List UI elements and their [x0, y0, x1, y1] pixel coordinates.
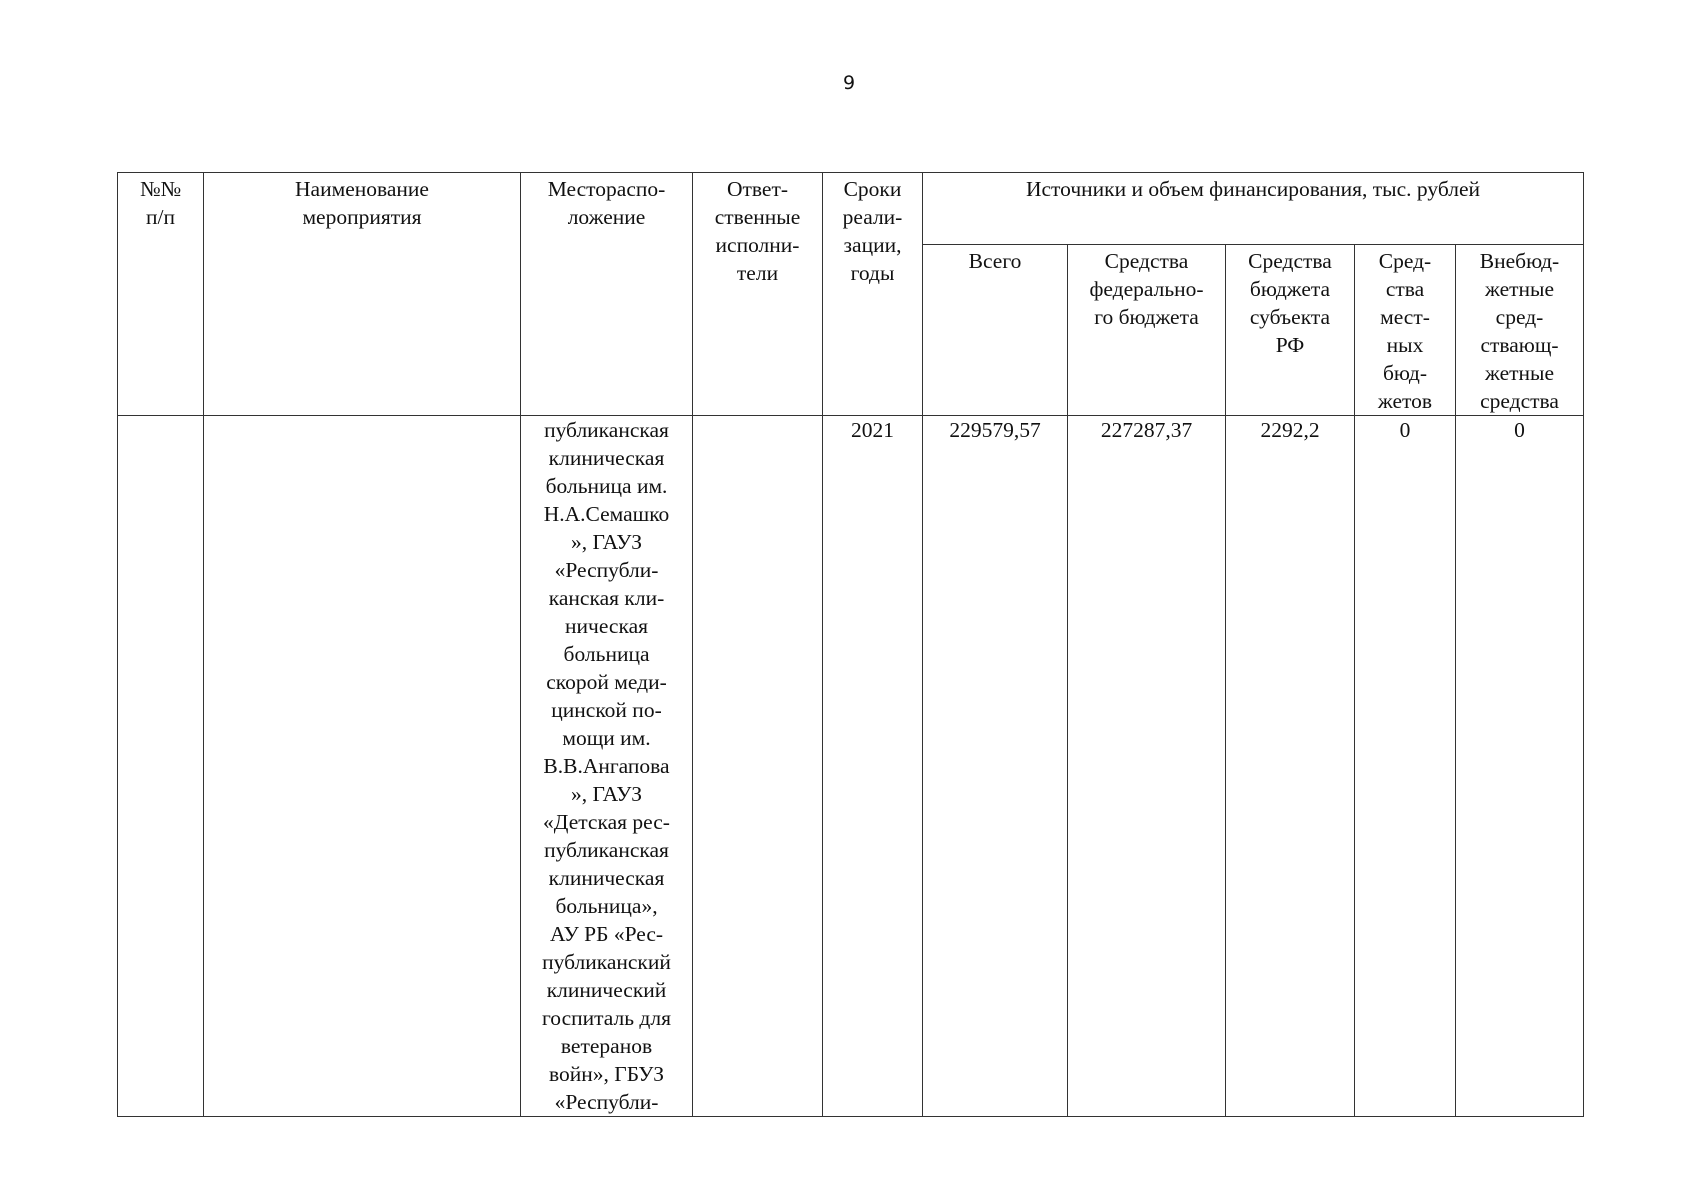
text-line: жетные	[1485, 277, 1555, 301]
header-local	[1355, 245, 1456, 416]
text-line: Средства	[1248, 249, 1332, 273]
text-line: Местораспо-	[547, 177, 666, 201]
cell-local: 0	[1355, 416, 1456, 1117]
text-line: публиканский	[542, 950, 671, 974]
text-line: средства	[1480, 389, 1559, 413]
text-line: жетов	[1377, 389, 1433, 413]
text-line: РФ	[1275, 333, 1305, 357]
text-line: реали-	[842, 205, 903, 229]
financing-table	[117, 172, 1584, 1117]
cell-location	[521, 416, 693, 1117]
text-line: субъекта	[1249, 305, 1331, 329]
cell-year: 2021	[823, 416, 923, 1117]
text-line: клиническая	[548, 866, 665, 890]
text-line: АУ РБ «Рес-	[549, 922, 664, 946]
header-federal	[1068, 245, 1226, 416]
text-line: », ГАУЗ	[571, 782, 642, 806]
cell-name	[204, 416, 521, 1117]
header-num	[118, 173, 204, 416]
text-line: ства	[1385, 277, 1425, 301]
text-line: ложение	[567, 205, 646, 229]
text-line: публиканская	[544, 418, 669, 442]
text-line: «Республи-	[554, 558, 659, 582]
page-number: 9	[842, 72, 856, 94]
header-responsible	[693, 173, 823, 416]
text-line: «Республи-	[554, 1090, 659, 1114]
text-line: Наименование	[295, 177, 429, 201]
text-line: бюд-	[1382, 361, 1427, 385]
text-line: скорой меди-	[546, 670, 667, 694]
table-row	[118, 416, 1584, 1117]
text-line: госпиталь для	[542, 1006, 671, 1030]
cell-total: 229579,57	[923, 416, 1068, 1117]
text-line: Н.А.Семашко	[543, 502, 670, 526]
text-line: клиническая	[548, 446, 665, 470]
header-period	[823, 173, 923, 416]
text-line: мероприятия	[302, 205, 422, 229]
text-line: сред-	[1495, 305, 1544, 329]
text-line: больница	[563, 642, 650, 666]
text-line: Всего	[968, 249, 1022, 273]
header-location	[521, 173, 693, 416]
text-line: Внебюд-	[1479, 249, 1560, 273]
text-line: жетные	[1485, 361, 1555, 385]
text-line: годы	[850, 261, 895, 285]
text-line: ственные	[714, 205, 801, 229]
text-line: «Детская рес-	[543, 810, 670, 834]
text-line: мест-	[1380, 305, 1430, 329]
cell-num	[118, 416, 204, 1117]
text-line: Сроки	[843, 177, 902, 201]
text-line: тели	[736, 261, 779, 285]
header-name	[204, 173, 521, 416]
text-line: », ГАУЗ	[571, 530, 642, 554]
text-line: ных	[1386, 333, 1424, 357]
text-line: №№	[139, 177, 182, 201]
text-line: В.В.Ангапова	[543, 754, 670, 778]
text-line: Средства	[1104, 249, 1189, 273]
text-line: публиканская	[544, 838, 669, 862]
text-line: мощи им.	[562, 726, 651, 750]
text-line: зации,	[843, 233, 902, 257]
text-line: бюджета	[1249, 277, 1331, 301]
text-line: Сред-	[1378, 249, 1432, 273]
text-line: Ответ-	[726, 177, 789, 201]
text-line: го бюджета	[1094, 305, 1199, 329]
cell-extra: 0	[1456, 416, 1584, 1117]
cell-responsible	[693, 416, 823, 1117]
header-sources-group: Источники и объем финансирования, тыс. рублей	[923, 173, 1584, 245]
cell-subject: 2292,2	[1226, 416, 1355, 1117]
text-line: п/п	[146, 205, 175, 229]
text-line: войн», ГБУЗ	[549, 1062, 664, 1086]
header-subject	[1226, 245, 1355, 416]
text-line: больница им.	[545, 474, 668, 498]
text-line: цинской по-	[551, 698, 662, 722]
text-line: больница»,	[555, 894, 658, 918]
cell-federal: 227287,37	[1068, 416, 1226, 1117]
text-line: ническая	[565, 614, 648, 638]
text-line: исполни-	[715, 233, 800, 257]
text-line: канская кли-	[548, 586, 665, 610]
text-line: ветеранов	[560, 1034, 653, 1058]
text-line: клинический	[546, 978, 667, 1002]
header-extra	[1456, 245, 1584, 416]
header-total	[923, 245, 1068, 416]
text-line: федерально-	[1089, 277, 1204, 301]
text-line: ствающ-	[1480, 333, 1559, 357]
